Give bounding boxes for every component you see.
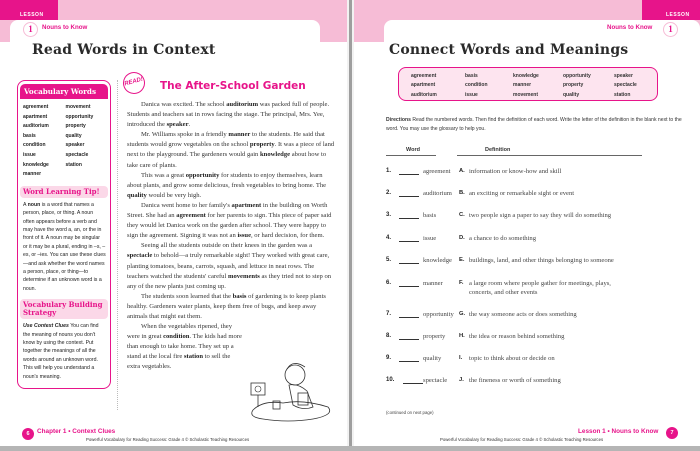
item-word: agreement bbox=[423, 168, 451, 175]
word-bank-item: quality bbox=[563, 91, 580, 98]
word-bank-item: spectacle bbox=[614, 82, 637, 89]
match-row bbox=[386, 377, 696, 391]
word-bank-item: manner bbox=[513, 82, 532, 89]
strategy-body: You can find the meaning of nouns you don't know by using the context. Put together the meanings of all the words around an unknown word. This will help you understand a noun's meaning. bbox=[23, 323, 99, 380]
match-row bbox=[386, 190, 696, 204]
item-number: 6. bbox=[386, 280, 392, 286]
vocab-word: agreement bbox=[23, 104, 49, 110]
vocab-word: station bbox=[65, 161, 82, 168]
directions-label: Directions bbox=[386, 117, 411, 123]
answer-blank[interactable] bbox=[403, 383, 423, 384]
vocab-word: manner bbox=[23, 171, 42, 178]
word-bank-item: property bbox=[563, 82, 584, 89]
answer-blank[interactable] bbox=[399, 339, 419, 340]
item-word: opportunity bbox=[423, 311, 454, 318]
directions-text: Read the numbered words. Then find the definition of each word. Write the letter of the definition in the blank next to the word. You may use the glossary to help you. bbox=[386, 117, 682, 132]
gutter-line bbox=[349, 0, 352, 451]
match-row bbox=[386, 235, 696, 249]
header-rule bbox=[457, 155, 642, 156]
definition-letter: A. bbox=[459, 168, 465, 174]
word-bank-item: auditorium bbox=[411, 91, 437, 98]
word-bank-item: station bbox=[614, 91, 631, 98]
answer-blank[interactable] bbox=[399, 317, 419, 318]
definition-letter: B. bbox=[459, 190, 465, 196]
definition-text: an exciting or remarkable sight or event bbox=[469, 190, 575, 197]
story-paragraph: Mr. Williams spoke in a friendly manner to the students. He said that students would grow vegetables on the school property. It was a piece of land next to the playground. The gardeners would gain knowledge about how to take care of plants. bbox=[127, 131, 335, 169]
word-bank-item: condition bbox=[465, 82, 488, 89]
story-paragraph: When the vegetables ripened, they were in great condition. The kids had more than enough to take home. They set up a stand at the local fire station to sell the extra vegetables. bbox=[127, 323, 242, 371]
vocab-word: quality bbox=[65, 132, 82, 139]
word-bank bbox=[398, 67, 658, 101]
vocab-word: knowledge bbox=[23, 161, 49, 168]
definition-text: the fineness or worth of something bbox=[469, 377, 561, 384]
tip-text-body: is a word that names a person, place, or thing. A noun often appears before a verb and may have the word a, an, or the in front of it. A noun may be singular or it may be a plural, ending in –s, –es, or –ies. You can use these clues—and ask whether the word names a person, place, or thing—to determine if an unknown word is a noun. bbox=[23, 201, 106, 292]
vocab-word: spectacle bbox=[65, 151, 89, 158]
item-word: spectacle bbox=[423, 377, 448, 384]
word-bank-item: speaker bbox=[614, 73, 633, 79]
definition-text: a large room where people gather for meetings, plays, concerts, and other events bbox=[469, 280, 611, 296]
item-number: 5. bbox=[386, 257, 392, 263]
definition-text: buildings, land, and other things belonging to someone bbox=[469, 257, 614, 264]
story-paragraph: Danica went home to her family's apartment in the building on Worth Street. She had an agreement for her parents to sign. This piece of paper said they would let Danica work on the garden after school. They were happy to sign the agreement. Signing it was not an issue, or hard decision, for them. bbox=[127, 201, 332, 240]
item-number: 4. bbox=[386, 235, 392, 241]
definition-text: the idea or reason behind something bbox=[469, 333, 565, 340]
definition-letter: E. bbox=[459, 257, 465, 263]
answer-blank[interactable] bbox=[399, 263, 419, 264]
item-word: auditorium bbox=[423, 190, 452, 197]
item-number: 9. bbox=[386, 355, 392, 361]
vocab-word: opportunity bbox=[65, 113, 94, 120]
vocab-word: condition bbox=[23, 142, 46, 149]
item-word: knowledge bbox=[423, 257, 452, 264]
word-bank-item: knowledge bbox=[513, 73, 539, 79]
story-paragraph: Danica was excited. The school auditorium was packed full of people. Students and teachers sat in rows facing the stage. The principal, Mrs. Yee, introduced the speaker. bbox=[127, 101, 330, 129]
continued-note: (continued on next page) bbox=[386, 410, 434, 415]
match-row bbox=[386, 355, 696, 369]
tip-text bbox=[18, 198, 110, 293]
lesson-name: Nouns to Know bbox=[607, 24, 653, 31]
footer-lesson: Lesson 1 • Nouns to Know bbox=[578, 428, 659, 435]
lesson-number-badge: 1 bbox=[663, 22, 678, 37]
footer-credit: Powerful Vocabulary for Reading Success: Grade 4 © Scholastic Teaching Resources bbox=[440, 437, 604, 442]
story-text bbox=[127, 100, 337, 373]
footer-credit: Powerful Vocabulary for Reading Success: Grade 4 © Scholastic Teaching Resources bbox=[86, 437, 250, 442]
page-title: Connect Words and Meanings bbox=[389, 42, 629, 58]
match-row bbox=[386, 212, 696, 226]
definition-text: topic to think about or decide on bbox=[469, 355, 555, 362]
vocab-word: auditorium bbox=[23, 123, 49, 130]
tip-heading: Word Learning Tip! bbox=[20, 186, 108, 198]
vocab-word bbox=[66, 170, 107, 180]
item-word: manner bbox=[423, 280, 443, 287]
item-number: 1. bbox=[386, 168, 392, 174]
directions bbox=[386, 116, 686, 133]
match-row bbox=[386, 311, 696, 325]
word-bank-item: issue bbox=[465, 91, 478, 98]
item-word: issue bbox=[423, 235, 437, 242]
answer-blank[interactable] bbox=[399, 286, 419, 287]
column-header-word: Word bbox=[406, 147, 420, 153]
item-word: quality bbox=[423, 355, 442, 362]
header-rule bbox=[386, 155, 436, 156]
word-bank-item: apartment bbox=[411, 82, 436, 89]
answer-blank[interactable] bbox=[399, 174, 419, 175]
word-bank-item: movement bbox=[513, 91, 539, 98]
definition-letter: G. bbox=[459, 311, 466, 317]
definition-letter: I. bbox=[459, 355, 463, 361]
definition-letter: J. bbox=[459, 377, 464, 383]
answer-blank[interactable] bbox=[399, 196, 419, 197]
item-number: 10. bbox=[386, 377, 395, 383]
definition-text: information or know-how and skill bbox=[469, 168, 562, 175]
item-number: 3. bbox=[386, 212, 392, 218]
match-row bbox=[386, 333, 696, 347]
item-number: 2. bbox=[386, 190, 392, 196]
item-word: basis bbox=[423, 212, 437, 219]
tip-keyword: noun bbox=[27, 201, 41, 208]
definition-letter: C. bbox=[459, 212, 465, 218]
left-page bbox=[0, 0, 347, 446]
answer-blank[interactable] bbox=[399, 218, 419, 219]
strategy-heading: Vocabulary Building Strategy bbox=[20, 299, 108, 319]
definition-letter: F. bbox=[459, 280, 464, 286]
word-bank-item: agreement bbox=[411, 73, 437, 79]
vocab-word: apartment bbox=[23, 113, 48, 120]
vocab-word-list bbox=[18, 99, 110, 180]
vocab-word: issue bbox=[23, 151, 36, 158]
word-bank-item: basis bbox=[465, 73, 478, 79]
page-bottom-edge bbox=[0, 446, 700, 451]
vocab-word: movement bbox=[65, 104, 91, 110]
item-word: property bbox=[423, 333, 446, 340]
item-number: 8. bbox=[386, 333, 392, 339]
lesson-number-badge: 1 bbox=[23, 22, 38, 37]
read-badge-icon: READ! bbox=[121, 70, 148, 97]
story-paragraph: The students soon learned that the basis of gardening is to keep plants healthy. Gardeners water plants, keep them free of bugs, and keep away animals that might eat them. bbox=[127, 292, 326, 320]
strategy-text bbox=[18, 319, 110, 381]
answer-blank[interactable] bbox=[399, 241, 419, 242]
story-title: The After-School Garden bbox=[160, 80, 306, 92]
vocab-word: basis bbox=[23, 132, 36, 139]
answer-blank[interactable] bbox=[399, 361, 419, 362]
gardening-child-illustration bbox=[243, 355, 338, 425]
item-number: 7. bbox=[386, 311, 392, 317]
lesson-tab: LESSON bbox=[0, 0, 58, 20]
column-divider bbox=[117, 80, 118, 410]
page-title: Read Words in Context bbox=[32, 42, 216, 58]
tip-text-pre: A bbox=[23, 201, 28, 208]
lesson-tab: LESSON bbox=[642, 0, 700, 20]
page-number-badge: 7 bbox=[666, 427, 678, 439]
lesson-name: Nouns to Know bbox=[42, 24, 88, 31]
story-paragraph: Seeing all the students outside on their knees in the garden was a spectacle to behold—a truly remarkable sight! They worked with great care, planting tomatoes, beans, carrots, squash, and lettuce in neat rows. The teachers watched the students' careful movements as they tried not to step on any of the new plants just coming up. bbox=[127, 242, 332, 290]
right-page bbox=[354, 0, 700, 446]
vocab-word: property bbox=[65, 123, 86, 130]
column-header-definition: Definition bbox=[485, 147, 511, 153]
story-paragraph: This was a great opportunity for students to enjoy themselves, learn about plants, and grow some delicious, fresh vegetables to bring home. The quality would be very high. bbox=[127, 171, 327, 199]
vocab-heading: Vocabulary Words bbox=[20, 84, 108, 99]
strategy-lead: Use Context Clues bbox=[23, 323, 69, 330]
vocabulary-sidebar bbox=[17, 80, 111, 389]
match-row bbox=[386, 168, 696, 182]
footer-chapter: Chapter 1 • Context Clues bbox=[37, 428, 116, 435]
match-row bbox=[386, 280, 696, 300]
definition-letter: H. bbox=[459, 333, 465, 339]
page-number-badge: 6 bbox=[22, 428, 34, 440]
word-bank-item: opportunity bbox=[563, 73, 591, 79]
definition-text: the way someone acts or does something bbox=[469, 311, 577, 318]
match-row bbox=[386, 257, 696, 271]
definition-text: two people sign a paper to say they will do something bbox=[469, 212, 612, 219]
definition-letter: D. bbox=[459, 235, 465, 241]
definition-text: a chance to do something bbox=[469, 235, 537, 242]
vocab-word: speaker bbox=[65, 142, 85, 149]
